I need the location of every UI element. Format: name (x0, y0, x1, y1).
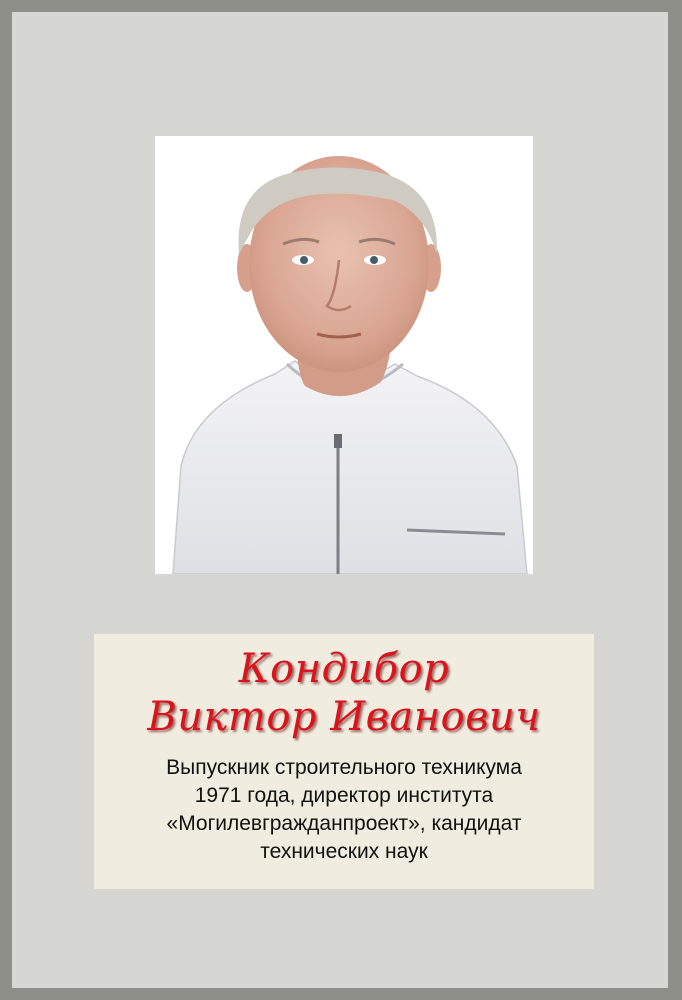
description-line: технических наук (260, 840, 428, 863)
portrait-illustration (155, 136, 533, 574)
caption-panel (94, 634, 594, 889)
person-description (109, 754, 579, 866)
person-given-names: Виктор Иванович (147, 694, 541, 740)
person-surname: Кондибор (238, 646, 450, 692)
poster-frame (12, 12, 668, 988)
description-line: 1971 года, директор института (194, 784, 494, 807)
description-line: «Могилевгражданпроект», кандидат (166, 812, 522, 835)
description-line: Выпускник строительного техникума (166, 756, 522, 779)
portrait-photo (155, 136, 533, 574)
